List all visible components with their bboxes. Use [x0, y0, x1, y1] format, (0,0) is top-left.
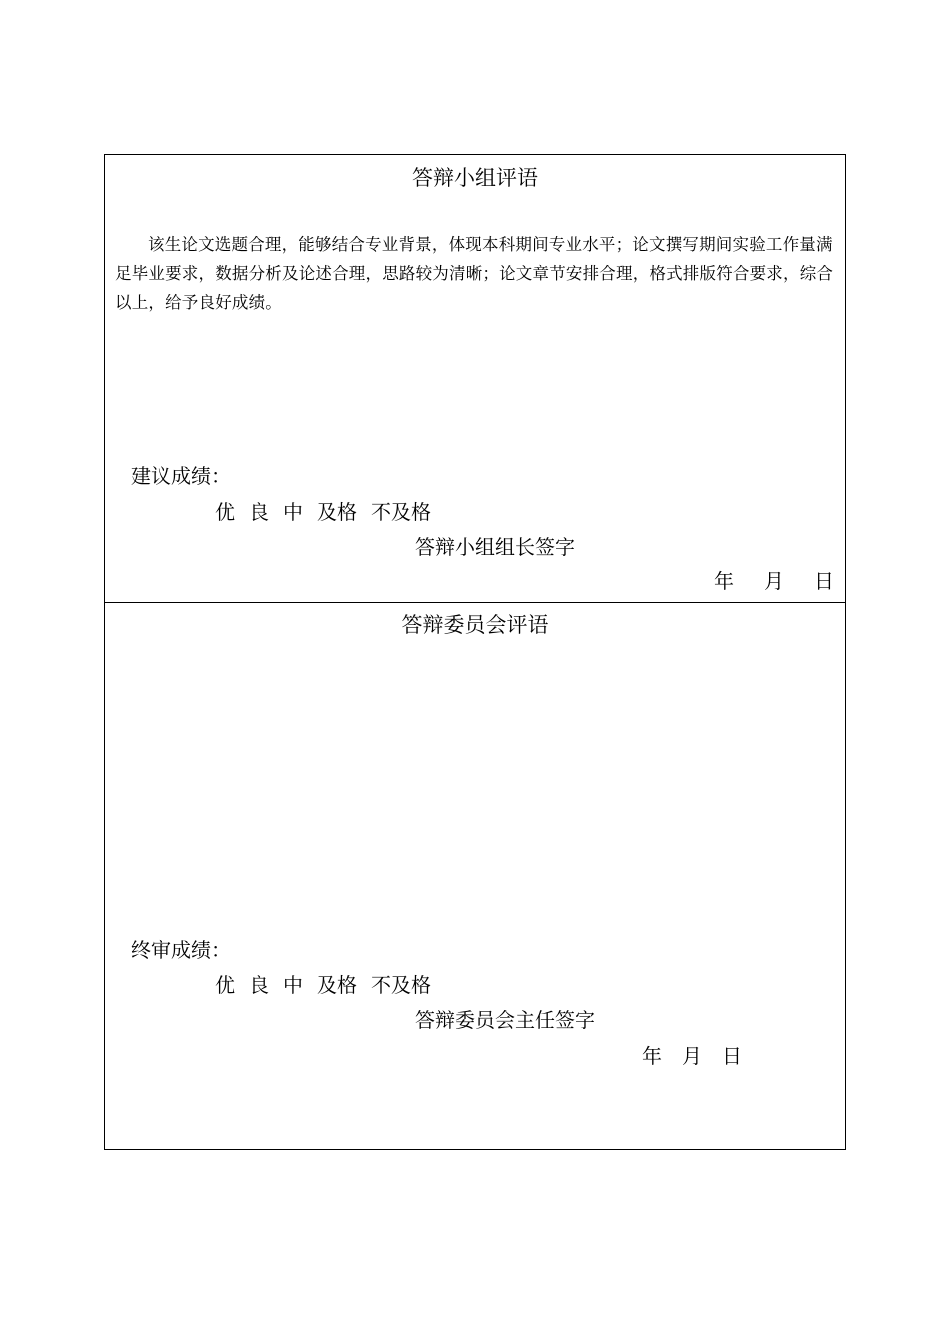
final-grade-options	[215, 971, 431, 999]
group-comment-text: 该生论文选题合理，能够结合专业背景，体现本科期间专业水平；论文撰写期间实验工作量满足毕业要求，数据分析及论述合理，思路较为清晰；论文章节安排合理，格式排版符合要求，综合以上，给予良好成绩。	[115, 235, 834, 312]
date-day: 日	[814, 569, 834, 593]
date-year: 年	[642, 1044, 662, 1068]
grade-option-excellent[interactable]: 优	[215, 973, 235, 997]
suggested-grade-options	[215, 498, 431, 526]
grade-option-fail[interactable]: 不及格	[371, 973, 431, 997]
grade-option-pass[interactable]: 及格	[317, 973, 357, 997]
date-day: 日	[722, 1044, 742, 1068]
group-leader-signature-label: 答辩小组组长签字	[415, 535, 575, 559]
grade-option-good[interactable]: 良	[249, 500, 269, 524]
committee-section-title: 答辩委员会评语	[401, 613, 549, 637]
suggested-grade-label: 建议成绩：	[131, 464, 231, 488]
grade-option-pass[interactable]: 及格	[317, 500, 357, 524]
committee-signature-date	[642, 1042, 742, 1070]
group-section-title: 答辩小组评语	[412, 166, 538, 190]
date-month: 月	[682, 1044, 702, 1068]
grade-option-good[interactable]: 良	[249, 973, 269, 997]
evaluation-form	[104, 154, 846, 1150]
final-grade-label: 终审成绩：	[131, 938, 231, 962]
grade-option-medium[interactable]: 中	[283, 973, 303, 997]
group-signature-date	[714, 567, 834, 595]
date-year: 年	[714, 569, 734, 593]
date-month: 月	[764, 569, 784, 593]
grade-option-medium[interactable]: 中	[283, 500, 303, 524]
committee-chair-signature-label: 答辩委员会主任签字	[415, 1008, 595, 1032]
defense-group-section	[105, 155, 845, 603]
grade-option-excellent[interactable]: 优	[215, 500, 235, 524]
grade-option-fail[interactable]: 不及格	[371, 500, 431, 524]
defense-committee-section	[105, 603, 845, 1149]
